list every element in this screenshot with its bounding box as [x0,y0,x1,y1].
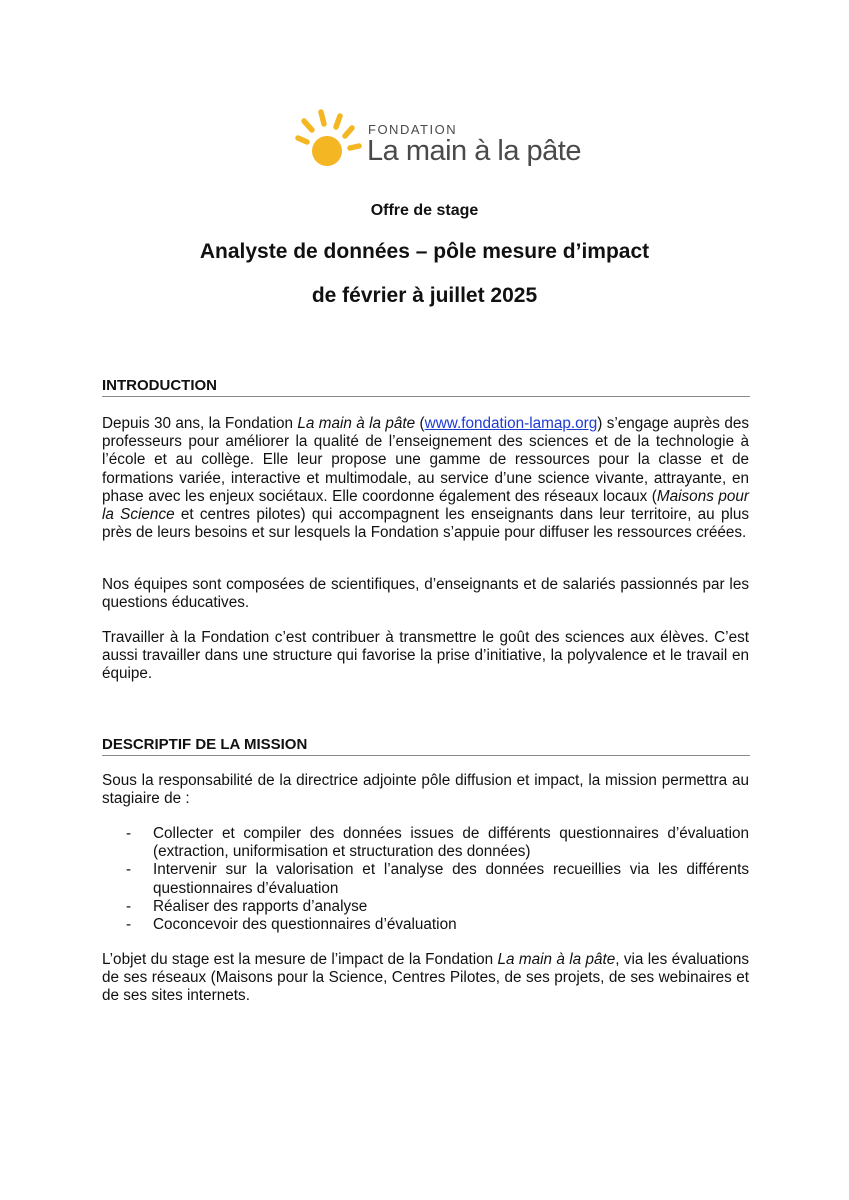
intro-paragraph-1 [102,415,749,542]
list-item-text: Collecter et compiler des données issues de différents questionnaires d’évaluation (extraction, uniformisation et structuration des données) [153,825,749,861]
mission-paragraph-2 [102,951,749,1006]
intro-p1-text-b: ( [415,415,425,432]
list-item-text: Intervenir sur la valorisation et l’analyse des données recueillies via les différents questionnaires d’évaluation [153,861,749,897]
list-item-text: Coconcevoir des questionnaires d’évaluation [153,916,457,934]
list-item [102,898,749,916]
list-item-text: Réaliser des rapports d’analyse [153,897,368,915]
intro-paragraph-2: Nos équipes sont composées de scientifiques, d’enseignants et de salariés passionnés par les questions éducatives. [102,576,749,612]
offer-type: Offre de stage [370,202,479,219]
job-title: Analyste de données – pôle mesure d’impact [199,240,650,263]
bullet-dash: - [126,861,132,879]
intro-p1-fondation-name: La main à la pâte [297,415,416,432]
mission-p2-fondation-name: La main à la pâte [497,951,616,968]
intro-p1-text-c: ) s’engage auprès des professeurs pour améliorer la qualité de l’enseignement des sciences et de la technologie à l’école et au collège. Elle leur propose une gamme de ressources pour la classe et de formations variée, interactive et multimodale, au service d’une science vivante, attrayante, en phase avec les enjeux sociétaux. Elle coordonne également des réseaux locaux ( [102,415,749,505]
bullet-dash: - [126,916,132,934]
section-heading-mission: DESCRIPTIF DE LA MISSION [102,736,750,756]
mission-p2-text-a: L’objet du stage est la mesure de l’impact de la Fondation [102,951,498,968]
intro-p1-maisons-name: Maisons pour la Science [102,487,749,524]
intro-p1-text-d: et centres pilotes) qui accompagnent les enseignants dans leur territoire, au plus près de leurs besoins et sur lesquels la Fondation s’appuie pour diffuser les ressources créées. [102,506,750,542]
mission-task-list [102,825,749,934]
list-item [102,861,749,897]
fondation-website-link[interactable]: www.fondation-lamap.org [424,415,598,432]
intro-paragraph-3: Travailler à la Fondation c’est contribuer à transmettre le goût des sciences aux élèves. C’est aussi travailler dans une structure qui favorise la prise d’initiative, la polyvalence et le travail en équipe. [102,629,749,683]
bullet-dash: - [126,897,132,915]
logo-name-text: La main à la pâte [367,135,581,167]
mission-p2-text-b: , via les évaluations de ses réseaux (Maisons pour la Science, Centres Pilotes, de ses projets, de ses webinaires et de ses sites internets. [102,951,750,1005]
mission-paragraph-1: Sous la responsabilité de la directrice adjointe pôle diffusion et impact, la mission permettra au stagiaire de : [102,772,749,808]
bullet-dash: - [126,825,132,842]
list-item [102,825,749,861]
fondation-logo [294,108,581,174]
sun-icon [294,108,364,170]
list-item [102,916,749,934]
job-period: de février à juillet 2025 [311,284,538,307]
intro-p1-text-a: Depuis 30 ans, la Fondation [102,415,298,432]
section-heading-introduction: INTRODUCTION [102,377,750,397]
logo-fondation-text: FONDATION [368,122,458,137]
